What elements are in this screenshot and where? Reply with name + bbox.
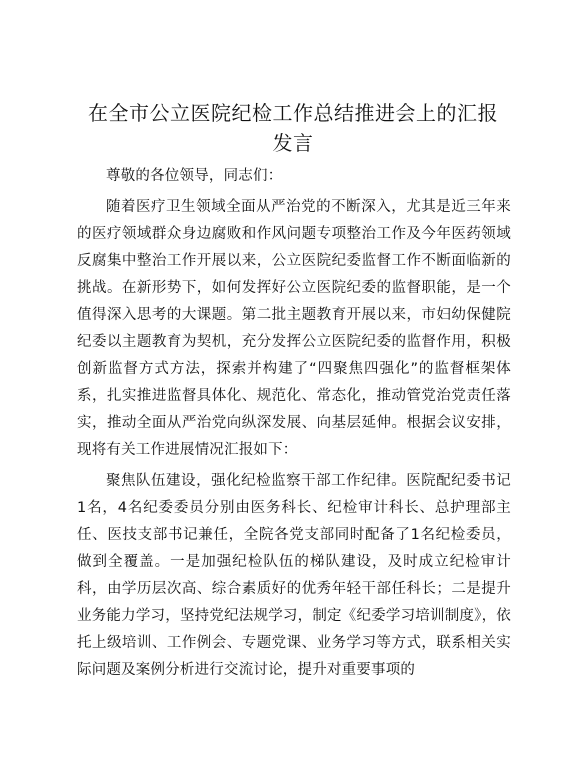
- document-title: [60, 98, 526, 158]
- title-line-2: 发言: [272, 131, 314, 155]
- title-line-1: 在全市公立医院纪检工作总结推进会上的汇报: [88, 101, 498, 125]
- salutation: 尊敬的各位领导，同志们：: [106, 168, 283, 184]
- paragraph-1: 随着医疗卫生领域全面从严治党的不断深入，尤其是近三年来的医疗领域群众身边腐败和作风问题专项整治工作及今年医药领域反腐集中整治工作开展以来，公立医院纪委监督工作不断面临新的挑战。在新形势下，如何发挥好公立医院纪委的监督职能，是一个值得深入思考的大课题。第二批主题教育开展以来，市妇幼保健院纪委以主题教育为契机，充分发挥公立医院纪委的监督作用，积极创新监督方式方法，探索并构建了“四聚焦四强化”的监督框架体系，扎实推进监督具体化、规范化、常态化，推动管党治党责任落实，推动全面从严治党向纵深发展、向基层延伸。根据会议安排，现将有关工作进展情况汇报如下：: [77, 199, 511, 458]
- document-body: [77, 163, 511, 684]
- paragraph-2: 聚焦队伍建设，强化纪检监察干部工作纪律。医院配纪委书记1名，4名纪委委员分别由医务科长、纪检审计科长、总护理部主任、医技支部书记兼任，全院各党支部同时配备了1名纪检委员，做到全覆盖。一是加强纪检队伍的梯队建设，及时成立纪检审计科，由学历层次高、综合素质好的优秀年轻干部任科长；二是提升业务能力学习，坚持党纪法规学习，制定《纪委学习培训制度》，依托上级培训、工作例会、专题党课、业务学习等方式，联系相关实际问题及案例分析进行交流讨论，提升对重要事项的: [77, 473, 511, 678]
